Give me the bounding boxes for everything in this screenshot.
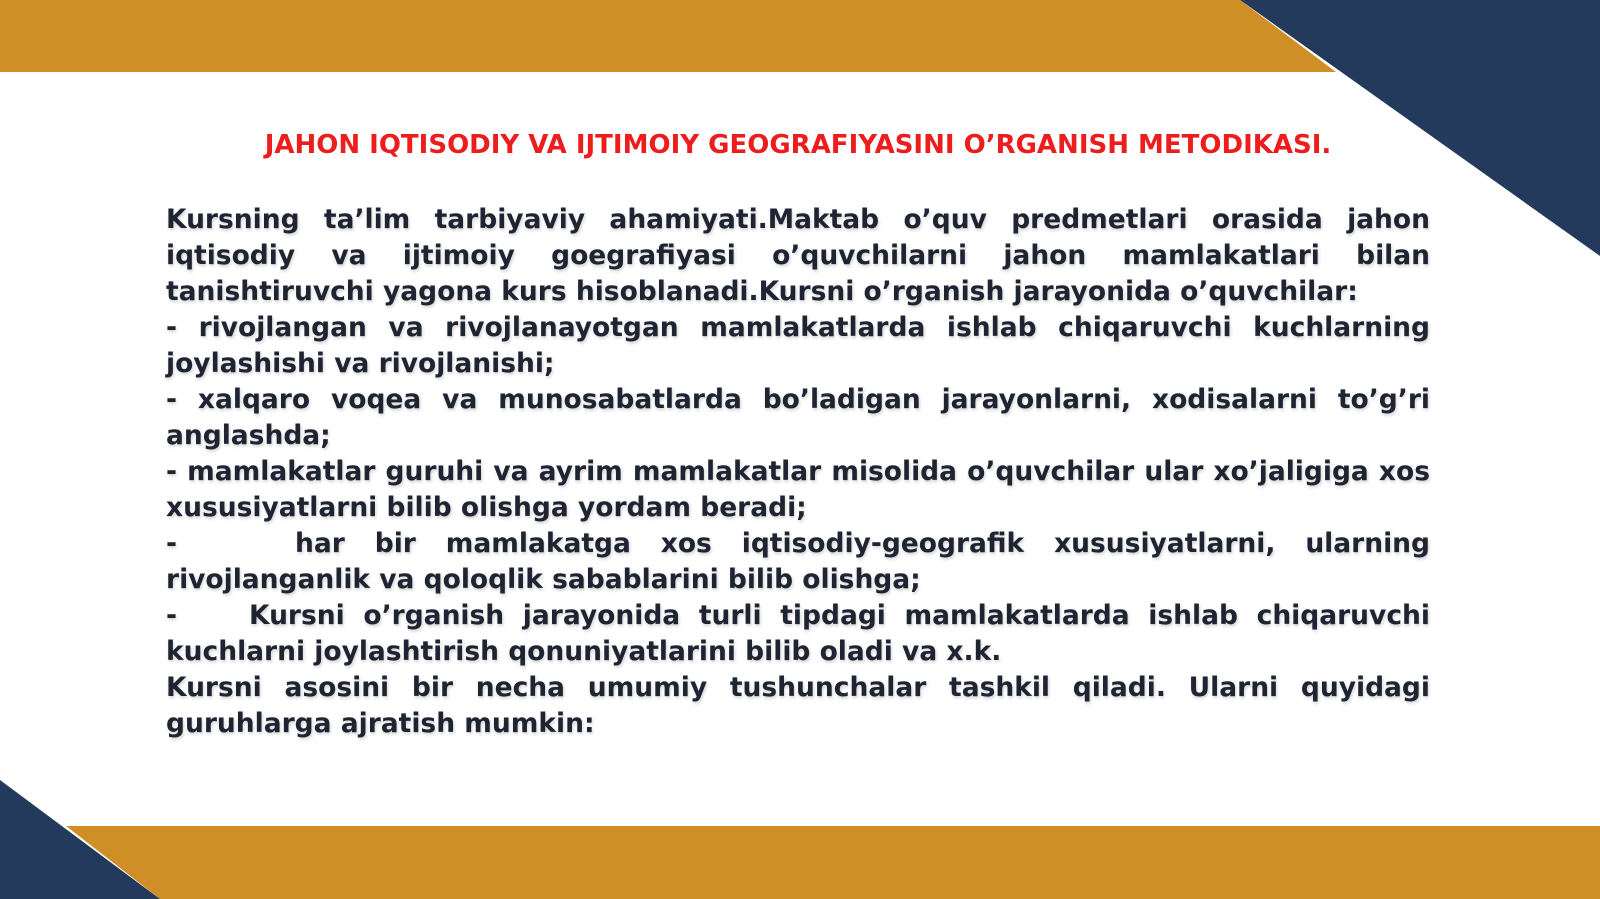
bottom-gold-band	[66, 826, 1600, 899]
list-item	[166, 526, 1430, 598]
slide-title: JAHON IQTISODIY VA IJTIMOIY GEOGRAFIYASINI O’RGANISH METODIKASI.	[264, 130, 1332, 160]
list-item-text: Kursni o’rganish jarayonida turli tipdagi mamlakatlarda ishlab chiqaruvchi kuchlarni joylashtirish qonuniyatlarini bilib oladi va x.k.	[166, 600, 1430, 667]
list-item: - rivojlangan va rivojlanayotgan mamlakatlarda ishlab chiqaruvchi kuchlarning joylashishi va rivojlanishi;	[166, 312, 1430, 379]
top-gold-band	[0, 0, 1336, 72]
list-item	[166, 598, 1430, 670]
list-item: - mamlakatlar guruhi va ayrim mamlakatlar misolida o’quvchilar ular xo’jaligiga xos xususiyatlarni bilib olishga yordam beradi;	[166, 456, 1430, 523]
list-item: - xalqaro voqea va munosabatlarda bo’ladigan jarayonlarni, xodisalarni to’g’ri anglashda;	[166, 384, 1430, 451]
slide-body	[166, 202, 1430, 742]
bullet-marker: -	[166, 528, 177, 559]
closing-paragraph: Kursni asosini bir necha umumiy tushunchalar tashkil qiladi. Ularni quyidagi guruhlarga ajratish mumkin:	[166, 672, 1430, 739]
intro-paragraph: Kursning ta’lim tarbiyaviy ahamiyati.Maktab o’quv predmetlari orasida jahon iqtisodiy va ijtimoiy goegrafiyasi o’quvchilarni jahon mamlakatlari bilan tanishtiruvchi yagona kurs hisoblanadi.Kursni o’rganish jarayonida o’quvchilar:	[166, 204, 1430, 307]
bullet-marker: -	[166, 600, 177, 631]
list-item-text: har bir mamlakatga xos iqtisodiy-geografik xususiyatlarni, ularning rivojlanganlik va qoloqlik sabablarini bilib olishga;	[166, 528, 1430, 595]
